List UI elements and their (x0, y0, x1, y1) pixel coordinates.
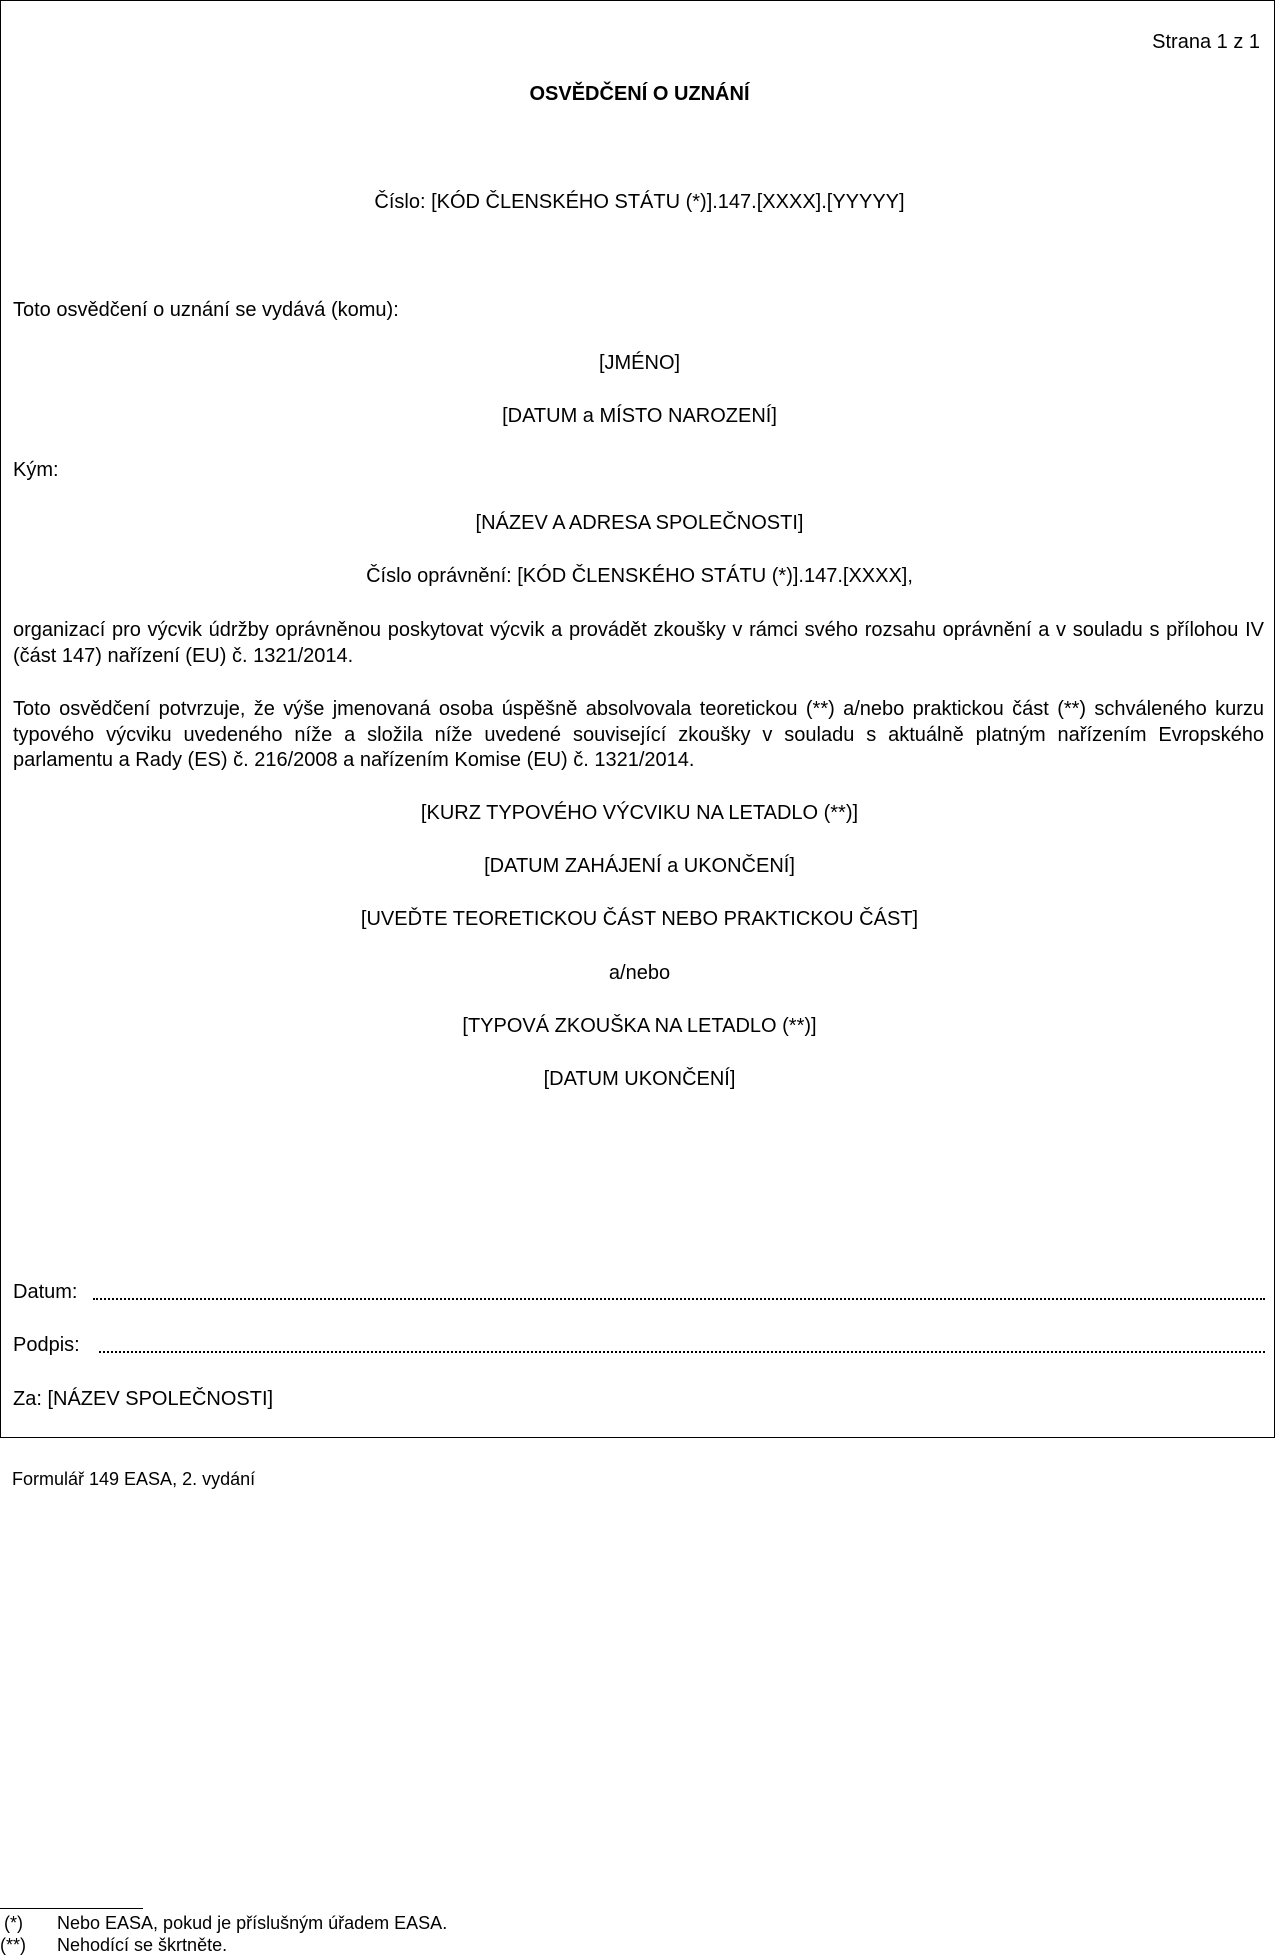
document-title: OSVĚDČENÍ O UZNÁNÍ (529, 83, 750, 105)
page-number: Strana 1 z 1 (1152, 31, 1260, 53)
for-company: Za: [NÁZEV SPOLEČNOSTI] (13, 1388, 274, 1410)
signature-field[interactable] (13, 1333, 1265, 1357)
footnote-text-2: Nehodící se škrtněte. (57, 1935, 228, 1955)
footnote-mark-1: (*) (4, 1913, 23, 1933)
completion-date-placeholder: [DATUM UKONČENÍ] (543, 1068, 736, 1090)
footnote-separator (0, 1908, 143, 1909)
certification-paragraph: Toto osvědčení potvrzuje, že výše jmenovaná osoba úspěšně absolvovala teoretickou (**) a/nebo praktickou část (**) schváleného kurzu typového výcviku uvedeného níže a složila níže uvedené související zkoušky v souladu s aktuálně platným nařízením Evropského parlamentu a Rady (ES) č. 216/2008 a nařízením Komise (EU) č. 1321/2014. (13, 698, 1264, 771)
company-address-placeholder: [NÁZEV A ADRESA SPOLEČNOSTI] (475, 512, 804, 534)
issued-to-label: Toto osvědčení o uznání se vydává (komu): (13, 299, 399, 321)
date-label: Datum: (13, 1280, 83, 1304)
organization-paragraph: organizací pro výcvik údržby oprávněnou poskytovat výcvik a provádět zkoušky v rámci svého rozsahu oprávnění a v souladu s přílohou IV (část 147) nařízení (EU) č. 1321/2014. (13, 619, 1264, 667)
certificate-number: Číslo: [KÓD ČLENSKÉHO STÁTU (*)].147.[XXXX].[YYYYY] (374, 191, 905, 213)
birth-placeholder: [DATUM a MÍSTO NAROZENÍ] (502, 405, 777, 427)
date-field[interactable] (13, 1280, 1265, 1304)
part-placeholder: [UVEĎTE TEORETICKOU ČÁST NEBO PRAKTICKOU ČÁST] (360, 908, 919, 930)
signature-dotted-line (99, 1351, 1265, 1353)
by-label: Kým: (13, 459, 59, 481)
and-or-text: a/nebo (608, 962, 671, 984)
name-placeholder: [JMÉNO] (598, 352, 681, 374)
footnote-text-1: Nebo EASA, pokud je příslušným úřadem EASA. (57, 1913, 448, 1933)
date-dotted-line (93, 1298, 1265, 1300)
form-identifier: Formulář 149 EASA, 2. vydání (12, 1469, 256, 1489)
exam-placeholder: [TYPOVÁ ZKOUŠKA NA LETADLO (**)] (462, 1015, 817, 1037)
approval-number: Číslo oprávnění: [KÓD ČLENSKÉHO STÁTU (*)].147.[XXXX], (366, 565, 913, 587)
course-placeholder: [KURZ TYPOVÉHO VÝCVIKU NA LETADLO (**)] (420, 802, 859, 824)
signature-label: Podpis: (13, 1333, 86, 1357)
course-dates-placeholder: [DATUM ZAHÁJENÍ a UKONČENÍ] (484, 855, 795, 877)
footnote-mark-2: (**) (0, 1935, 26, 1955)
